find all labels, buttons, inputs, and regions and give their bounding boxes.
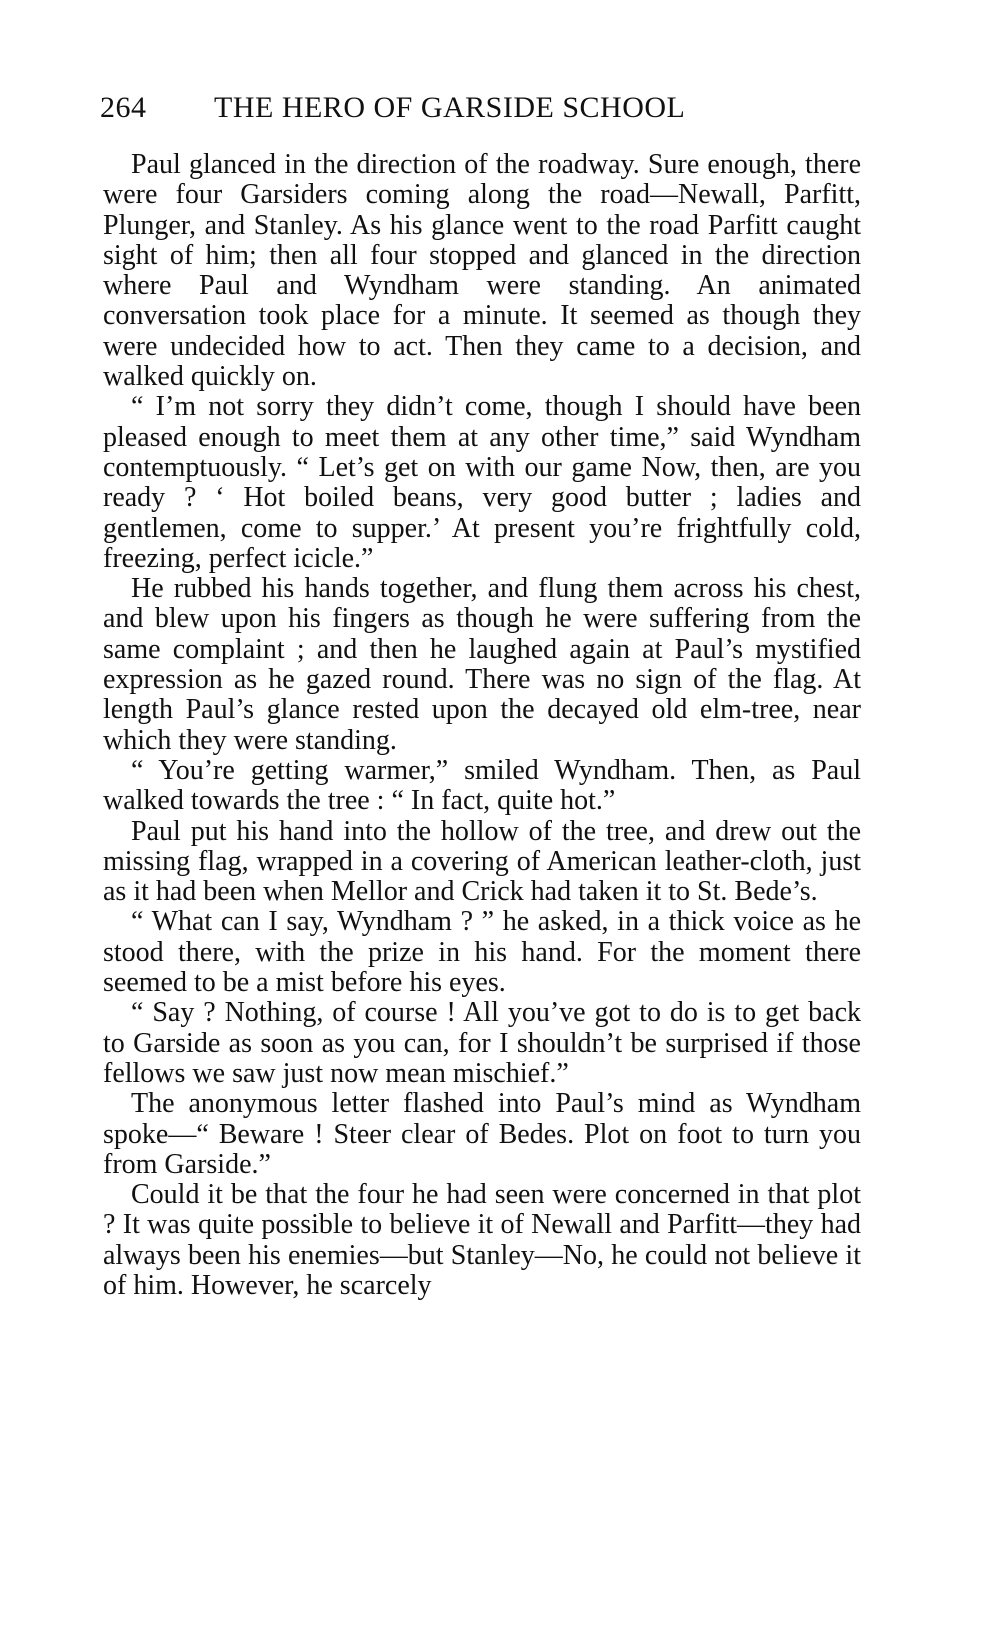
paragraph: Could it be that the four he had seen were concerned in that plot ? It was quite possible to believe it of Newall and Parfitt—they had always been his enemies—but Stanley—No, he could not believe it of him. However, he scarcely bbox=[103, 1179, 861, 1301]
paragraph: The anonymous letter flashed into Paul’s mind as Wyndham spoke—“ Beware ! Steer clear of Bedes. Plot on foot to turn you from Garside.” bbox=[103, 1088, 861, 1180]
running-head bbox=[100, 88, 870, 128]
paragraph: Paul put his hand into the hollow of the tree, and drew out the missing flag, wrapped in a covering of American leather-cloth, just as it had been when Mellor and Crick had taken it to St. Bede’s. bbox=[103, 815, 861, 908]
running-title: THE HERO OF GARSIDE SCHOOL bbox=[214, 91, 686, 124]
paragraph: “ You’re getting warmer,” smiled Wyndham. Then, as Paul walked towards the tree : “ In fact, quite hot.” bbox=[103, 754, 861, 817]
paragraph: “ What can I say, Wyndham ? ” he asked, in a thick voice as he stood there, with the prize in his hand. For the moment there seemed to be a mist before his eyes. bbox=[103, 906, 861, 999]
page-number: 264 bbox=[100, 91, 147, 124]
body-text bbox=[103, 150, 861, 1301]
paragraph: “ Say ? Nothing, of course ! All you’ve got to do is to get back to Garside as soon as you can, for I shouldn’t be surprised if those fellows we saw just now mean mischief.” bbox=[103, 997, 861, 1089]
paragraph: Paul glanced in the direction of the roadway. Sure enough, there were four Garsiders coming along the road—Newall, Parfitt, Plunger, and Stanley. As his glance went to the road Parfitt caught sight of him; then all four stopped and glanced in the direction where Paul and Wyndham were standing. An animated conversation took place for a minute. It seemed as though they were undecided how to act. Then they came to a decision, and walked quickly on. bbox=[103, 149, 861, 393]
paragraph: He rubbed his hands together, and flung them across his chest, and blew upon his fingers as though he were suffering from the same complaint ; and then he laughed again at Paul’s mystified expression as he gazed round. There was no sign of the flag. At length Paul’s glance rested upon the decayed old elm-tree, near which they were standing. bbox=[103, 573, 861, 756]
paragraph: “ I’m not sorry they didn’t come, though I should have been pleased enough to meet them at any other time,” said Wyndham contemptuously. “ Let’s get on with our game Now, then, are you ready ? ‘ Hot boiled beans, very good butter ; ladies and gentlemen, come to supper.’ At present you’re frightfully cold, freezing, perfect icicle.” bbox=[103, 391, 861, 574]
